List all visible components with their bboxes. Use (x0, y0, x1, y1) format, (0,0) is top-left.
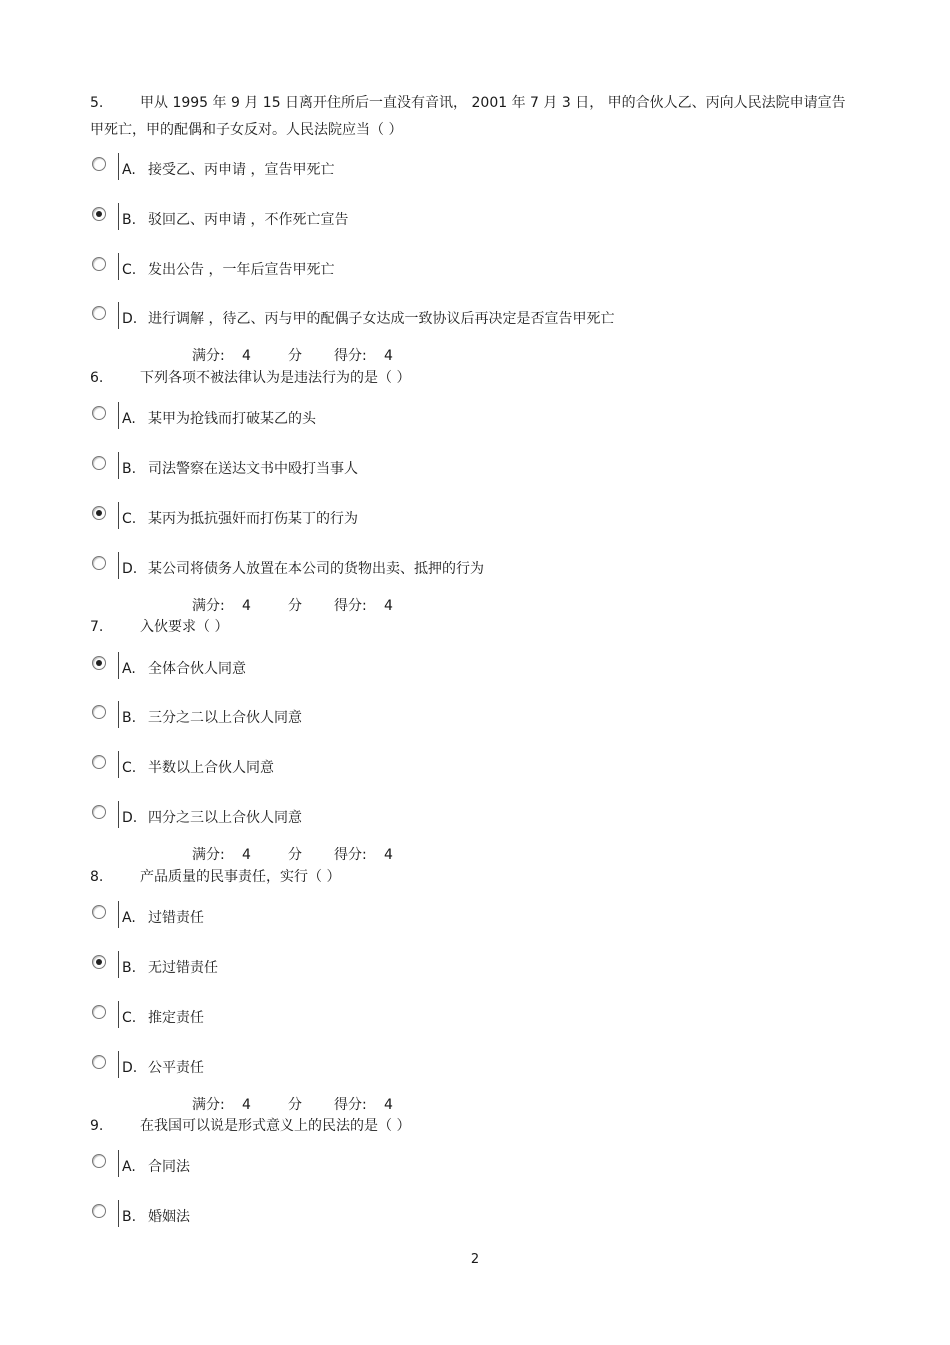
question-7-stem (90, 614, 855, 641)
full-score-value: 4 (242, 1097, 251, 1113)
option-text: 进行调解 ，待乙、丙与甲的配偶子女达成一致协议后再决定是否宣告甲死亡 (148, 311, 615, 327)
radio-6c[interactable] (92, 506, 106, 520)
question-text: 在我国可以说是形式意义上的民法的是（ ） (140, 1118, 411, 1134)
option-divider (118, 402, 119, 429)
radio-6b[interactable] (92, 456, 106, 470)
option-text: 推定责任 (148, 1010, 204, 1026)
question-text: 入伙要求（ ） (140, 619, 229, 635)
option-letter: A. (122, 1159, 136, 1175)
question-8-stem (90, 864, 855, 891)
full-score-label: 满分: (192, 1097, 225, 1113)
radio-5b[interactable] (92, 207, 106, 221)
radio-7a[interactable] (92, 656, 106, 670)
full-score-label: 满分: (192, 348, 225, 364)
radio-7c[interactable] (92, 755, 106, 769)
score-row-6 (192, 595, 393, 615)
option-divider (118, 502, 119, 529)
question-number: 6. (90, 370, 104, 386)
question-9-stem (90, 1113, 855, 1140)
full-score-label: 满分: (192, 598, 225, 614)
option-letter: A. (122, 661, 136, 677)
option-text: 合同法 (148, 1159, 190, 1175)
radio-8a[interactable] (92, 905, 106, 919)
option-text: 无过错责任 (148, 960, 218, 976)
option-divider (118, 1150, 119, 1177)
radio-6a[interactable] (92, 406, 106, 420)
option-text: 驳回乙、丙申请 ，不作死亡宣告 (148, 212, 349, 228)
full-score-value: 4 (242, 847, 251, 863)
question-text: 产品质量的民事责任，实行（ ） (140, 869, 341, 885)
option-divider (118, 951, 119, 978)
got-score-value: 4 (384, 598, 393, 614)
option-letter: A. (122, 162, 136, 178)
option-letter: D. (122, 561, 138, 577)
option-letter: B. (122, 461, 137, 477)
option-text: 过错责任 (148, 910, 204, 926)
score-row-7 (192, 844, 393, 864)
option-divider (118, 1001, 119, 1028)
option-divider (118, 153, 119, 180)
option-text: 公平责任 (148, 1060, 204, 1076)
option-divider (118, 302, 119, 329)
option-letter: A. (122, 411, 136, 427)
full-score-value: 4 (242, 598, 251, 614)
question-5-stem (90, 90, 855, 144)
option-letter: C. (122, 1010, 137, 1026)
radio-8d[interactable] (92, 1055, 106, 1069)
radio-7b[interactable] (92, 705, 106, 719)
score-unit: 分 (288, 348, 302, 364)
option-letter: B. (122, 212, 137, 228)
option-divider (118, 203, 119, 230)
full-score-value: 4 (242, 348, 251, 364)
radio-7d[interactable] (92, 805, 106, 819)
got-score-label: 得分: (334, 847, 367, 863)
option-text: 某丙为抵抗强奸而打伤某丁的行为 (148, 511, 358, 527)
score-unit: 分 (288, 1097, 302, 1113)
option-divider (118, 1051, 119, 1078)
option-letter: D. (122, 311, 138, 327)
option-divider (118, 901, 119, 928)
question-number: 5. (90, 95, 104, 111)
radio-8c[interactable] (92, 1005, 106, 1019)
radio-8b[interactable] (92, 955, 106, 969)
option-divider (118, 552, 119, 579)
question-number: 8. (90, 869, 104, 885)
score-unit: 分 (288, 598, 302, 614)
option-text: 婚姻法 (148, 1209, 190, 1225)
got-score-value: 4 (384, 847, 393, 863)
option-letter: C. (122, 262, 137, 278)
score-row-5 (192, 345, 393, 365)
option-text: 四分之三以上合伙人同意 (148, 810, 302, 826)
option-letter: B. (122, 960, 137, 976)
option-divider (118, 253, 119, 280)
option-text: 某公司将债务人放置在本公司的货物出卖、抵押的行为 (148, 561, 484, 577)
got-score-label: 得分: (334, 348, 367, 364)
option-letter: B. (122, 1209, 137, 1225)
radio-5d[interactable] (92, 306, 106, 320)
score-row-8 (192, 1094, 393, 1114)
option-text: 全体合伙人同意 (148, 661, 246, 677)
full-score-label: 满分: (192, 847, 225, 863)
page-number: 2 (470, 1252, 480, 1267)
got-score-value: 4 (384, 1097, 393, 1113)
option-divider (118, 652, 119, 679)
option-letter: D. (122, 1060, 138, 1076)
score-unit: 分 (288, 847, 302, 863)
radio-5a[interactable] (92, 157, 106, 171)
option-text: 发出公告 ，一年后宣告甲死亡 (148, 262, 335, 278)
option-letter: C. (122, 760, 137, 776)
option-letter: D. (122, 810, 138, 826)
option-divider (118, 701, 119, 728)
radio-9b[interactable] (92, 1204, 106, 1218)
option-divider (118, 452, 119, 479)
option-divider (118, 1200, 119, 1227)
got-score-label: 得分: (334, 598, 367, 614)
question-text: 甲从 1995 年 9 月 15 日离开住所后一直没有音讯， 2001 年 7 月 3 日， 甲的合伙人乙、丙向人民法院申请宣告甲死亡，甲的配偶和子女反对。人民法院应当（ ） (90, 95, 846, 138)
got-score-label: 得分: (334, 1097, 367, 1113)
option-text: 接受乙、丙申请 ，宣告甲死亡 (148, 162, 335, 178)
question-6-stem (90, 365, 855, 392)
option-divider (118, 751, 119, 778)
option-divider (118, 801, 119, 828)
radio-5c[interactable] (92, 257, 106, 271)
question-number: 9. (90, 1118, 104, 1134)
option-text: 某甲为抢钱而打破某乙的头 (148, 411, 316, 427)
option-letter: C. (122, 511, 137, 527)
option-text: 半数以上合伙人同意 (148, 760, 274, 776)
got-score-value: 4 (384, 348, 393, 364)
radio-6d[interactable] (92, 556, 106, 570)
option-text: 司法警察在送达文书中殴打当事人 (148, 461, 358, 477)
radio-9a[interactable] (92, 1154, 106, 1168)
option-letter: B. (122, 710, 137, 726)
option-letter: A. (122, 910, 136, 926)
option-text: 三分之二以上合伙人同意 (148, 710, 302, 726)
question-number: 7. (90, 619, 104, 635)
question-text: 下列各项不被法律认为是违法行为的是（ ） (140, 370, 411, 386)
